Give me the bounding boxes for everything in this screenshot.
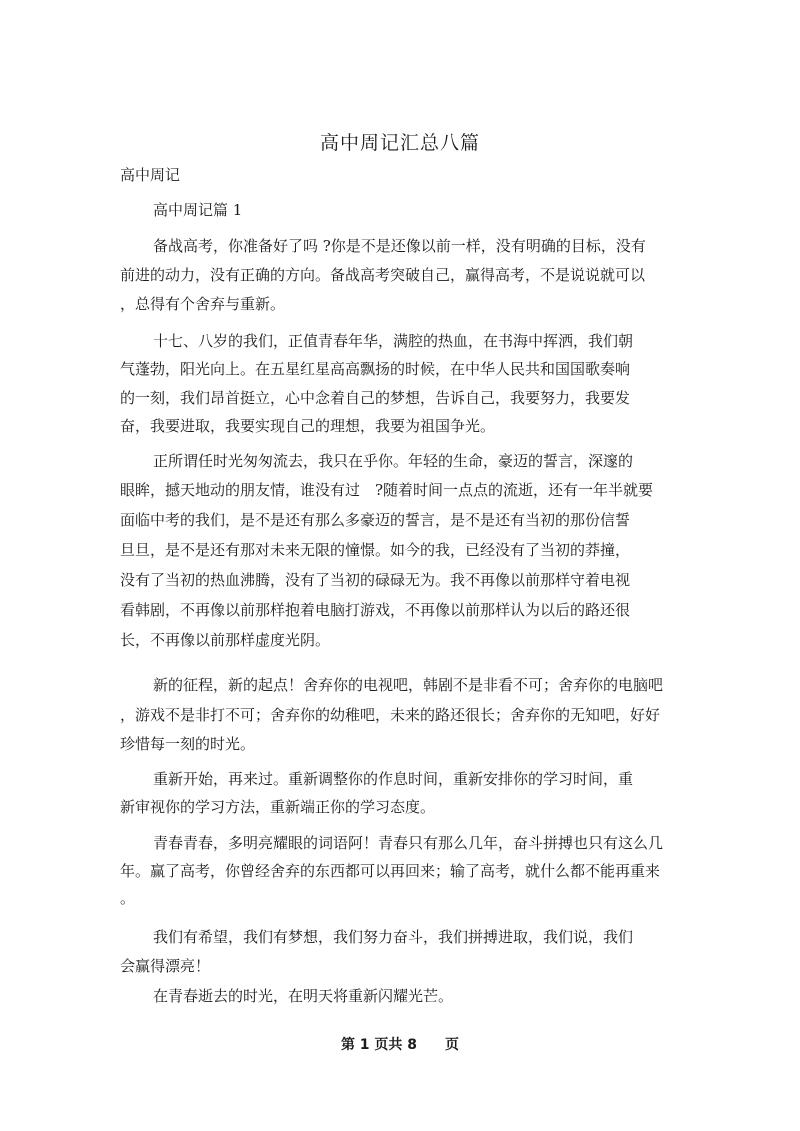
- text-line: 十七、八岁的我们，正值青春年华，满腔的热血，在书海中挥洒，我们朝: [153, 332, 634, 350]
- text-line: 珍惜每一刻的时光。: [120, 735, 256, 753]
- text-line: 新审视你的学习方法，重新端正你的学习态度。: [120, 798, 436, 816]
- text-line: 长，不再像以前那样虚度光阴。: [120, 631, 331, 649]
- text-line: 眼眸，撼天地动的朋友情，谁没有过 ?随着时间一点点的流逝，还有一年半就要: [120, 481, 654, 499]
- text-line: ，总得有个舍弃与重新。: [120, 295, 286, 313]
- text-line: 青春青春，多明亮耀眼的词语阿！青春只有那么几年，奋斗拼搏也只有这么几: [153, 834, 664, 852]
- text-line: 的一刻，我们昂首挺立，心中念着自己的梦想，告诉自己，我要努力，我要发: [120, 389, 631, 407]
- text-line: 会赢得漂亮！: [120, 957, 211, 975]
- text-line: 。: [120, 889, 136, 907]
- text-line: 奋，我要进取，我要实现自己的理想，我要为祖国争光。: [120, 417, 496, 435]
- text-line: 在青春逝去的时光，在明天将重新闪耀光芒。: [153, 987, 454, 1005]
- document-title: 高中周记汇总八篇: [319, 132, 480, 154]
- text-line: 没有了当初的热血沸腾，没有了当初的碌碌无为。我不再像以前那样守着电视: [120, 571, 631, 589]
- text-line: 气蓬勃，阳光向上。在五星红星高高飘扬的时候，在中华人民共和国国歌奏响: [120, 360, 631, 378]
- page-number: 第 1 页共 8 页: [340, 1037, 460, 1053]
- text-line: 重新开始，再来过。重新调整你的作息时间，重新安排你的学习时间，重: [153, 770, 634, 788]
- text-line: 备战高考，你准备好了吗 ?你是不是还像以前一样，没有明确的目标，没有: [153, 237, 646, 255]
- chapter-title: 高中周记篇 1: [153, 201, 243, 219]
- text-line: 旦旦，是不是还有那对未来无限的憧憬。如今的我，已经没有了当初的莽撞，: [120, 541, 631, 559]
- text-line: 我们有希望，我们有梦想，我们努力奋斗，我们拼搏进取，我们说，我们: [153, 928, 634, 946]
- text-line: 看韩剧，不再像以前那样抱着电脑打游戏，不再像以前那样认为以后的路还很: [120, 601, 631, 619]
- text-line: 新的征程，新的起点！舍弃你的电视吧，韩剧不是非看不可；舍弃你的电脑吧: [153, 676, 664, 694]
- text-line: 年。赢了高考，你曾经舍弃的东西都可以再回来；输了高考，就什么都不能再重来: [120, 862, 661, 880]
- text-line: 面临中考的我们，是不是还有那么多豪迈的誓言，是不是还有当初的那份信誓: [120, 511, 631, 529]
- text-line: ，游戏不是非打不可；舍弃你的幼稚吧，未来的路还很长；舍弃你的无知吧，好好: [120, 706, 661, 724]
- text-line: 前进的动力，没有正确的方向。备战高考突破自己，赢得高考，不是说说就可以: [120, 266, 646, 284]
- text-line: 正所谓任时光匆匆流去，我只在乎你。年轻的生命，豪迈的誓言，深邃的: [153, 452, 634, 470]
- subheading: 高中周记: [120, 166, 181, 184]
